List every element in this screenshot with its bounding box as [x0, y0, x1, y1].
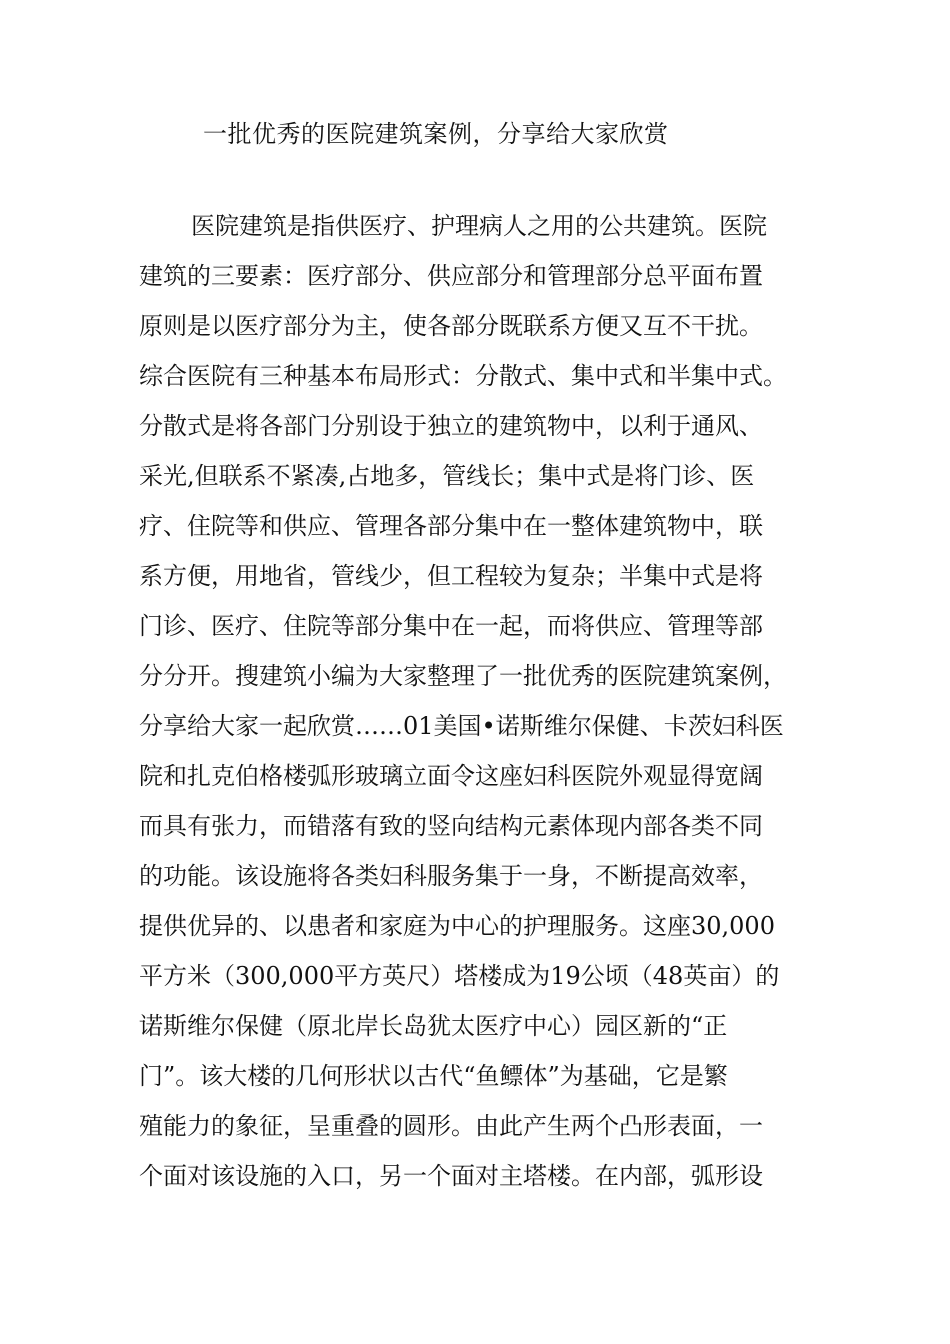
text-line: 系方便，用地省，管线少，但工程较为复杂；半集中式是将 [139, 562, 763, 590]
text-line: 的功能。该设施将各类妇科服务集于一身，不断提高效率， [139, 862, 763, 890]
text-line: 而具有张力，而错落有致的竖向结构元素体现内部各类不同 [139, 812, 763, 840]
text-line: 个面对该设施的入口，另一个面对主塔楼。在内部，弧形设 [139, 1162, 763, 1190]
text-line: 分分开。搜建筑小编为大家整理了一批优秀的医院建筑案例， [139, 662, 787, 690]
text-line: 分享给大家一起欣赏……01美国•诺斯维尔保健、卡茨妇科医 [139, 712, 784, 740]
text-line: 诺斯维尔保健（原北岸长岛犹太医疗中心）园区新的“正 [139, 1012, 728, 1040]
text-line: 采光,但联系不紧凑,占地多，管线长；集中式是将门诊、医 [139, 462, 755, 490]
document-title: 一批优秀的医院建筑案例，分享给大家欣赏 [203, 120, 669, 148]
text-line: 建筑的三要素：医疗部分、供应部分和管理部分总平面布置 [139, 262, 763, 290]
text-line: 平方米（300,000平方英尺）塔楼成为19公顷（48英亩）的 [139, 962, 780, 990]
text-line: 原则是以医疗部分为主，使各部分既联系方便又互不干扰。 [139, 312, 763, 340]
text-line: 疗、住院等和供应、管理各部分集中在一整体建筑物中，联 [139, 512, 763, 540]
text-line: 分散式是将各部门分别设于独立的建筑物中，以利于通风、 [139, 412, 763, 440]
text-line: 殖能力的象征，呈重叠的圆形。由此产生两个凸形表面，一 [139, 1112, 763, 1140]
text-line: 综合医院有三种基本布局形式：分散式、集中式和半集中式。 [139, 362, 787, 390]
text-line: 提供优异的、以患者和家庭为中心的护理服务。这座30,000 [139, 912, 775, 940]
text-line: 门”。该大楼的几何形状以古代“鱼鳔体”为基础，它是繁 [139, 1062, 728, 1090]
text-line: 医院建筑是指供医疗、护理病人之用的公共建筑。医院 [191, 212, 767, 240]
text-line: 门诊、医疗、住院等部分集中在一起，而将供应、管理等部 [139, 612, 763, 640]
text-line: 院和扎克伯格楼弧形玻璃立面令这座妇科医院外观显得宽阔 [139, 762, 763, 790]
